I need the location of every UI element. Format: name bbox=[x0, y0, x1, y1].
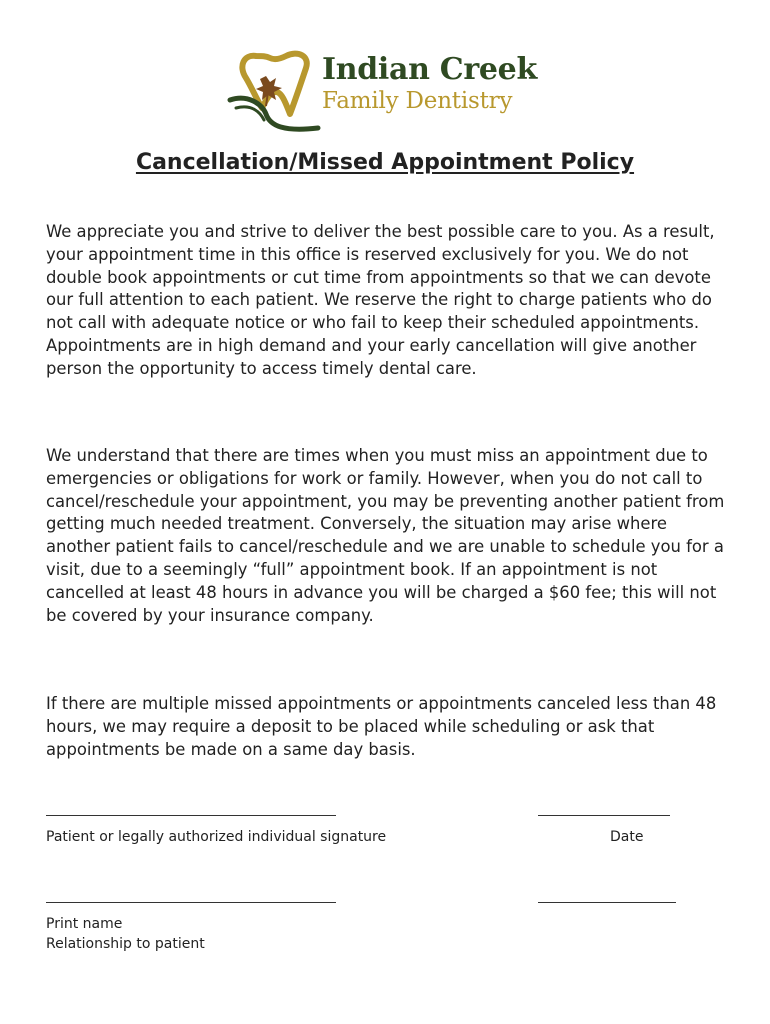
date-line[interactable] bbox=[538, 815, 670, 816]
relationship-label: Relationship to patient bbox=[46, 936, 205, 952]
practice-logo bbox=[226, 48, 556, 138]
logo-practice-name: Indian Creek bbox=[322, 52, 537, 87]
tooth-leaf-icon bbox=[226, 48, 322, 138]
policy-paragraph-1: We appreciate you and strive to deliver the best possible care to you. As a result, your appointment time in this office is reserved exclusively for you. We do not double book appointments or cut time from appointments so that we can devote our full attention to each patient. We reserve the right to charge patients who do not call with adequate notice or who fail to keep their scheduled appointments. Appointments are in high demand and your early cancellation will give another person the opportunity to access timely dental care. bbox=[46, 222, 715, 378]
signature-label: Patient or legally authorized individual signature bbox=[46, 829, 387, 845]
print-name-line[interactable] bbox=[46, 902, 336, 903]
second-date-line[interactable] bbox=[538, 902, 676, 903]
page-title: Cancellation/Missed Appointment Policy bbox=[135, 150, 635, 175]
policy-paragraph-2: We understand that there are times when you must miss an appointment due to emergencies or obligations for work or family. However, when you do not call to cancel/reschedule your appointment, you may be preventing another patient from getting much needed treatment. Conversely, the situation may arise where another patient fails to cancel/reschedule and we are unable to schedule you for a visit, due to a seemingly “full” appointment book. If an appointment is not cancelled at least 48 hours in advance you will be charged a $60 fee; this will not be covered by your insurance company. bbox=[46, 446, 725, 625]
print-name-label: Print name bbox=[46, 916, 123, 932]
logo-tagline: Family Dentistry bbox=[322, 88, 513, 114]
policy-paragraph-3: If there are multiple missed appointments or appointments canceled less than 48 hours, we may require a deposit to be placed while scheduling or ask that appointments be made on a same day basis. bbox=[46, 694, 717, 759]
date-label: Date bbox=[610, 829, 644, 845]
signature-line[interactable] bbox=[46, 815, 336, 816]
